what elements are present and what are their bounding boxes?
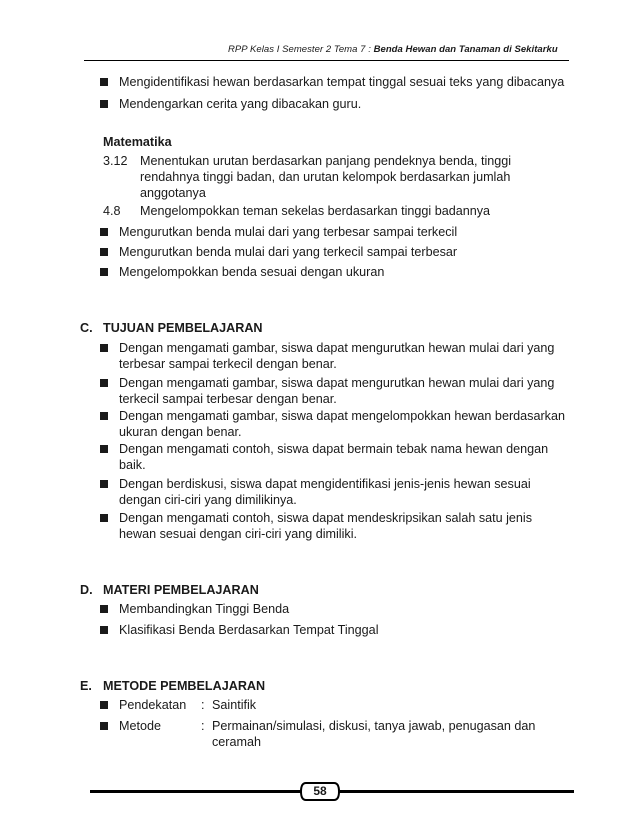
- list-item-text: Mengurutkan benda mulai dari yang terkecil sampai terbesar: [119, 245, 458, 259]
- section-title: TUJUAN PEMBELAJARAN: [103, 321, 263, 335]
- square-bullet-icon: [100, 379, 108, 387]
- square-bullet-icon: [100, 480, 108, 488]
- list-item-text: Mengidentifikasi hewan berdasarkan tempat tinggal sesuai teks yang dibacanya: [119, 75, 565, 89]
- footer-rule-right: [338, 790, 574, 793]
- header-prefix: RPP Kelas I Semester 2 Tema 7 :: [228, 44, 374, 55]
- list-item-text: Dengan berdiskusi, siswa dapat mengidentifikasi jenis-jenis hewan sesuai dengan ciri-ciri yang dimilikinya.: [119, 477, 531, 507]
- square-bullet-icon: [100, 722, 108, 730]
- page-footer: [0, 780, 638, 804]
- list-item-text: Dengan mengamati gambar, siswa dapat mengurutkan hewan mulai dari yang terkecil sampai terbesar dengan benar.: [119, 376, 555, 406]
- square-bullet-icon: [100, 605, 108, 613]
- square-bullet-icon: [100, 344, 108, 352]
- subject-heading: Matematika: [103, 135, 172, 149]
- square-bullet-icon: [100, 228, 108, 236]
- list-item-text: Dengan mengamati gambar, siswa dapat mengurutkan hewan mulai dari yang terbesar sampai terkecil dengan benar.: [119, 341, 555, 371]
- method-colon: :: [201, 698, 205, 712]
- square-bullet-icon: [100, 514, 108, 522]
- method-label: Metode: [119, 719, 162, 733]
- header-rule: [84, 60, 569, 61]
- square-bullet-icon: [100, 412, 108, 420]
- square-bullet-icon: [100, 248, 108, 256]
- section-letter: D.: [80, 583, 93, 597]
- list-item-text: Dengan mengamati gambar, siswa dapat mengelompokkan hewan berdasarkan ukuran dengan benar.: [119, 409, 565, 439]
- list-item-text: Dengan mengamati contoh, siswa dapat bermain tebak nama hewan dengan baik.: [119, 442, 549, 472]
- section-letter: C.: [80, 321, 93, 335]
- competency-number: 3.12: [103, 154, 128, 168]
- competency-text: Menentukan urutan berdasarkan panjang pendeknya benda, tinggi rendahnya tinggi badan, dan urutan kelompok berdasarkan jumlah anggotanya: [140, 154, 512, 200]
- method-colon: :: [201, 719, 205, 733]
- list-item-text: Mengelompokkan benda sesuai dengan ukuran: [119, 265, 385, 279]
- method-value: Permainan/simulasi, diskusi, tanya jawab, penugasan dan ceramah: [212, 719, 536, 749]
- square-bullet-icon: [100, 626, 108, 634]
- list-item-text: Mengurutkan benda mulai dari yang terbesar sampai terkecil: [119, 225, 458, 239]
- section-title: METODE PEMBELAJARAN: [103, 679, 266, 693]
- header-title: Benda Hewan dan Tanaman di Sekitarku: [373, 44, 558, 55]
- competency-number: 4.8: [103, 204, 121, 218]
- list-item-text: Membandingkan Tinggi Benda: [119, 602, 290, 616]
- square-bullet-icon: [100, 701, 108, 709]
- list-item-text: Dengan mengamati contoh, siswa dapat mendeskripsikan salah satu jenis hewan sesuai dengan ciri-ciri yang dimiliki.: [119, 511, 533, 541]
- footer-rule-left: [90, 790, 302, 793]
- list-item-text: Klasifikasi Benda Berdasarkan Tempat Tinggal: [119, 623, 379, 637]
- section-letter: E.: [80, 679, 92, 693]
- header-text: [228, 44, 558, 55]
- page-number: 58: [313, 784, 327, 798]
- competency-text: Mengelompokkan teman sekelas berdasarkan tinggi badannya: [140, 204, 491, 218]
- section-title: MATERI PEMBELAJARAN: [103, 583, 259, 597]
- square-bullet-icon: [100, 100, 108, 108]
- square-bullet-icon: [100, 445, 108, 453]
- square-bullet-icon: [100, 78, 108, 86]
- square-bullet-icon: [100, 268, 108, 276]
- method-value: Saintifik: [212, 698, 257, 712]
- method-label: Pendekatan: [119, 698, 187, 712]
- list-item-text: Mendengarkan cerita yang dibacakan guru.: [119, 97, 362, 111]
